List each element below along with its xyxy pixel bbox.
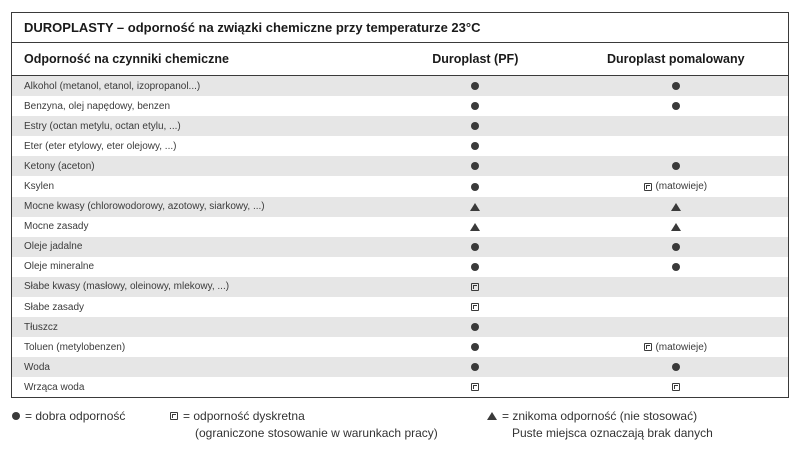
cell-painted [564,383,788,391]
cell-pf [387,283,564,291]
table-row [12,136,788,156]
cell-pf [387,243,564,251]
cell-pf [387,183,564,191]
cell-pf [387,263,564,271]
dot-icon [471,243,479,251]
dot-icon [471,122,479,130]
table-row [12,217,788,237]
cell-painted [564,223,788,231]
legend-good [12,408,125,425]
row-label: Wrząca woda [24,381,85,393]
cell-pf [387,203,564,211]
cell-pf [387,343,564,351]
table-row [12,277,788,297]
triangle-icon [470,223,480,231]
triangle-icon [671,203,681,211]
square-icon [170,412,178,420]
table-header [12,43,788,76]
cell-painted [564,363,788,371]
row-label: Ksylen [24,181,55,193]
cell-painted [564,102,788,110]
table-row [12,176,788,196]
table-row [12,156,788,176]
square-icon [644,343,652,351]
header-duroplast-painted: Duroplast pomalowany [607,52,745,66]
cell-pf [387,323,564,331]
square-icon [644,183,652,191]
table-body [12,76,788,398]
table-row [12,116,788,136]
dot-icon [471,363,479,371]
table-title: DUROPLASTY – odporność na związki chemiczne przy temperaturze 23°C [12,13,788,43]
dot-icon [471,263,479,271]
resistance-table [11,12,789,398]
row-label: Woda [24,361,50,373]
cell-note: (matowieje) [655,181,708,193]
legend-discrete [170,408,438,442]
row-label: Alkohol (metanol, etanol, izopropanol...) [24,80,201,92]
dot-icon [471,323,479,331]
table-row [12,96,788,116]
row-label: Oleje mineralne [24,261,95,273]
dot-icon [471,82,479,90]
row-label: Mocne zasady [24,221,89,233]
triangle-icon [487,412,497,420]
legend-discrete-note: (ograniczone stosowanie w warunkach pracy) [195,426,438,440]
cell-pf [387,363,564,371]
cell-note: (matowieje) [655,341,708,353]
legend-discrete-text: = odporność dyskretna [183,409,305,423]
square-icon [471,283,479,291]
square-icon [471,303,479,311]
legend-good-text: = dobra odporność [25,409,126,423]
cell-painted [564,82,788,90]
row-label: Mocne kwasy (chlorowodorowy, azotowy, siarkowy, ...) [24,201,265,213]
table-row [12,317,788,337]
cell-pf [387,142,564,150]
table-row [12,197,788,217]
square-icon [471,383,479,391]
dot-icon [672,82,680,90]
cell-pf [387,82,564,90]
table-row [12,337,788,357]
dot-icon [12,412,20,420]
table-row [12,357,788,377]
dot-icon [672,263,680,271]
legend-poor-text: = znikoma odporność (nie stosować) [502,409,698,423]
cell-pf [387,102,564,110]
cell-pf [387,303,564,311]
table-row [12,237,788,257]
dot-icon [471,343,479,351]
dot-icon [672,363,680,371]
table-row [12,377,788,397]
cell-painted [564,342,788,353]
table-row [12,257,788,277]
row-label: Eter (eter etylowy, eter olejowy, ...) [24,140,177,152]
row-label: Benzyna, olej napędowy, benzen [24,100,171,112]
row-label: Estry (octan metylu, octan etylu, ...) [24,120,181,132]
dot-icon [471,183,479,191]
row-label: Oleje jadalne [24,241,83,253]
triangle-icon [470,203,480,211]
cell-painted [564,181,788,192]
row-label: Toluen (metylobenzen) [24,341,126,353]
row-label: Tłuszcz [24,321,58,333]
legend-poor [487,408,713,442]
header-duroplast-pf: Duroplast (PF) [432,52,519,66]
square-icon [672,383,680,391]
dot-icon [471,142,479,150]
row-label: Słabe kwasy (masłowy, oleinowy, mlekowy, ...) [24,281,230,293]
triangle-icon [671,223,681,231]
legend-empty-note: Puste miejsca oznaczają brak danych [512,426,713,440]
dot-icon [471,102,479,110]
header-chemical-agent: Odporność na czynniki chemiczne [24,52,229,66]
table-row [12,76,788,96]
dot-icon [471,162,479,170]
cell-pf [387,122,564,130]
cell-painted [564,243,788,251]
cell-painted [564,203,788,211]
cell-painted [564,263,788,271]
row-label: Słabe zasady [24,301,85,313]
dot-icon [672,243,680,251]
table-row [12,297,788,317]
cell-pf [387,223,564,231]
cell-painted [564,162,788,170]
dot-icon [672,162,680,170]
cell-pf [387,383,564,391]
row-label: Ketony (aceton) [24,160,95,172]
dot-icon [672,102,680,110]
cell-pf [387,162,564,170]
